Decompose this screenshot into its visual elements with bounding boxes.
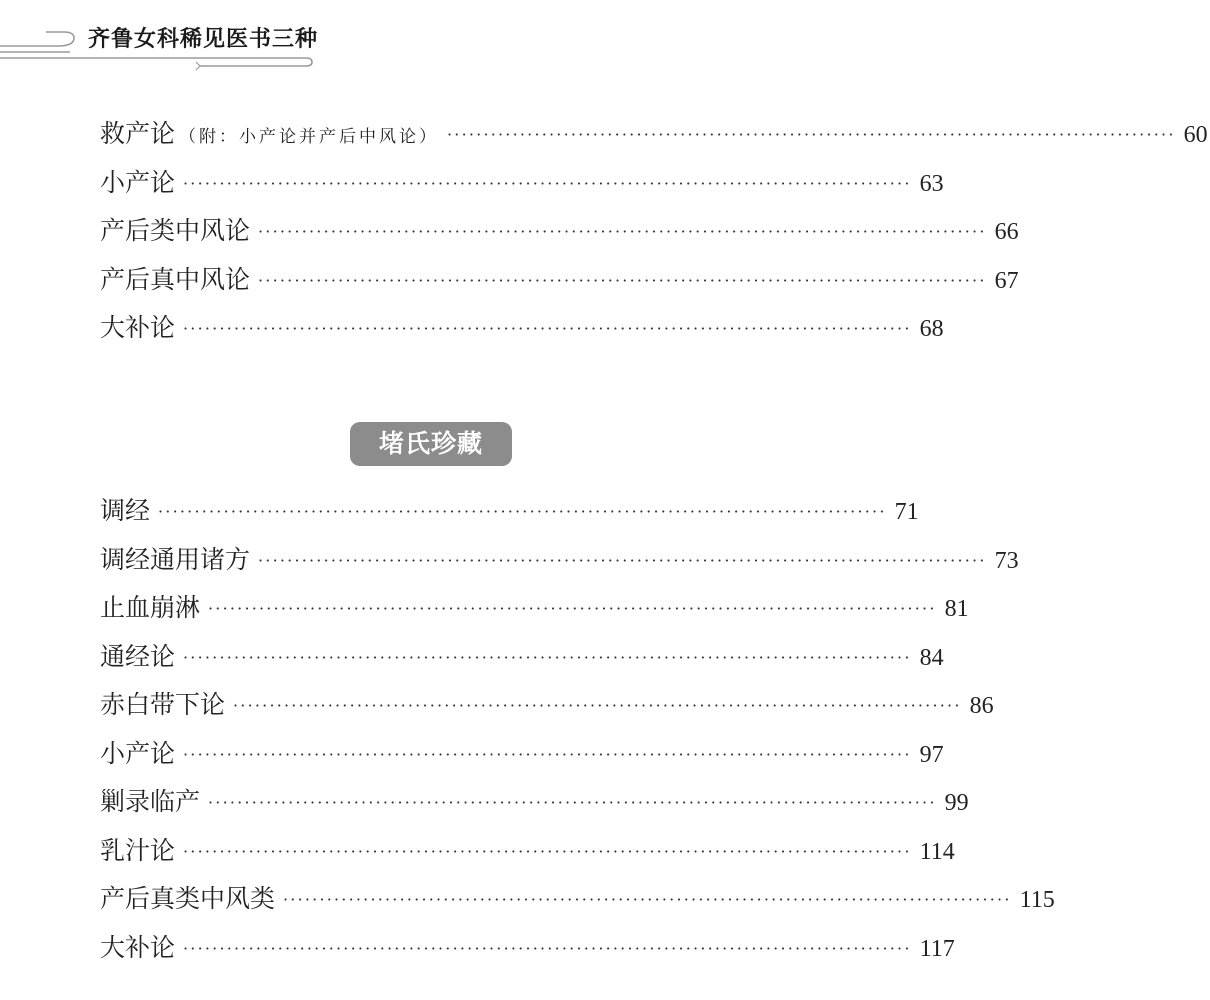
toc-entry-title: 小产论: [100, 167, 176, 197]
toc-page-number: 86: [969, 693, 994, 719]
toc-entry[interactable]: [100, 207, 1019, 256]
dot-leader: ····································································································: [158, 502, 887, 521]
toc-entry-title: 乳汁论: [100, 835, 176, 865]
dot-leader: ····································································································: [258, 270, 987, 290]
dot-leader: ····································································································: [258, 222, 987, 241]
toc-page-number: 84: [919, 644, 944, 671]
dot-leader: ····································································································: [208, 793, 937, 812]
toc-page-number: 60: [1183, 122, 1208, 148]
dot-leader: ····································································································: [183, 744, 912, 764]
dot-leader: ····································································································: [233, 696, 962, 715]
toc-page-number: 71: [894, 499, 919, 525]
toc-page-number: 114: [919, 838, 955, 865]
toc-entry[interactable]: [100, 681, 994, 730]
toc-entry-title: 剿录临产: [100, 787, 201, 816]
toc-page-number: 66: [994, 219, 1019, 245]
toc-entry[interactable]: [100, 536, 1019, 585]
dot-leader: ····································································································: [183, 647, 912, 667]
toc-entry-title: 止血崩淋: [100, 593, 201, 622]
toc-entry-title: 产后类中风论: [100, 216, 251, 245]
toc-entry-title: 赤白带下论: [100, 690, 226, 719]
toc-page-number: 67: [994, 267, 1019, 294]
running-header-title: 齐鲁女科稀见医书三种: [88, 26, 319, 52]
toc-entry[interactable]: [100, 159, 944, 208]
dot-leader: ····································································································: [183, 319, 912, 338]
toc-page-number: 117: [919, 935, 955, 962]
toc-entry[interactable]: [100, 256, 1019, 305]
dot-leader: ····································································································: [258, 550, 987, 570]
toc-page-number: 81: [944, 596, 969, 622]
toc-list-part1: [100, 110, 1208, 353]
toc-entry[interactable]: [100, 730, 944, 779]
dot-leader: ····································································································: [183, 938, 912, 958]
toc-entry-title: 小产论: [100, 738, 176, 768]
toc-page-number: 99: [944, 790, 969, 816]
dot-leader: ····································································································: [208, 599, 937, 618]
dot-leader: ····································································································: [183, 841, 912, 861]
toc-entry-title: 调经: [100, 496, 151, 525]
toc-page-number: 73: [994, 547, 1019, 574]
toc-entry[interactable]: [100, 110, 1208, 159]
toc-entry-title: 大补论: [100, 313, 176, 342]
toc-entry[interactable]: [100, 584, 969, 633]
toc-entry-title: 调经通用诸方: [100, 544, 251, 574]
toc-entry-title: 产后真中风论: [100, 264, 251, 294]
dot-leader: ····································································································: [183, 173, 912, 193]
section-heading-badge: 堵氏珍藏: [350, 422, 512, 466]
dot-leader: ····································································································: [283, 890, 1012, 909]
toc-page-number: 97: [919, 741, 944, 768]
toc-page-number: 68: [919, 316, 944, 342]
toc-entry[interactable]: [100, 924, 955, 973]
toc-page-number: 115: [1019, 887, 1055, 913]
toc-entry-title: 救产论 （附：小产论并产后中风论）: [100, 119, 440, 148]
toc-entry[interactable]: [100, 633, 944, 682]
toc-entry[interactable]: [100, 875, 1055, 924]
toc-entry[interactable]: [100, 304, 944, 353]
toc-list-part2: [100, 487, 1055, 972]
toc-entry-note: （附：小产论并产后中风论）: [179, 127, 440, 147]
toc-page-number: 63: [919, 170, 944, 197]
toc-entry-title: 通经论: [100, 641, 176, 671]
toc-entry[interactable]: [100, 827, 955, 876]
page-header: [0, 0, 960, 80]
dot-leader: ····································································································: [447, 125, 1176, 144]
toc-entry-title: 大补论: [100, 932, 176, 962]
toc-entry[interactable]: [100, 487, 919, 536]
toc-entry-title: 产后真类中风类: [100, 884, 276, 913]
toc-entry[interactable]: [100, 778, 969, 827]
